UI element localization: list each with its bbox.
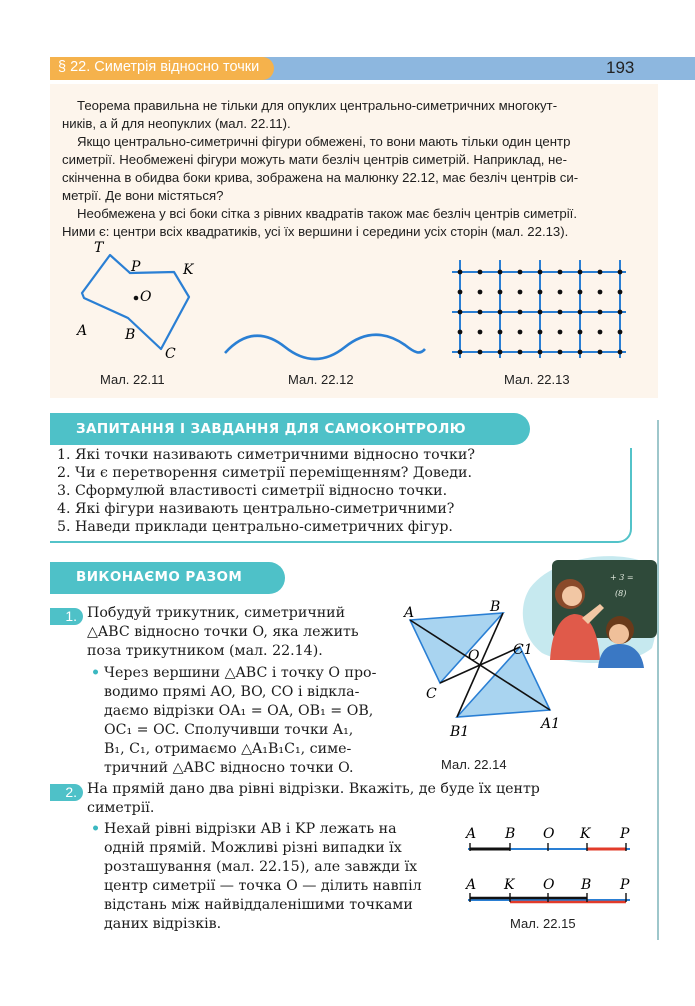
symmetry-center-dot bbox=[618, 270, 623, 275]
symmetry-center-dot bbox=[598, 270, 603, 275]
task-1-line-3: поза трикутником (мал. 22.14). bbox=[87, 643, 323, 659]
caption-22-12: Мал. 22.12 bbox=[288, 372, 354, 387]
label-B: B bbox=[125, 327, 136, 343]
task-2-number: 2. bbox=[50, 784, 83, 801]
intro-line-6: метрії. Де вони містяться? bbox=[62, 188, 224, 203]
symmetry-center-dot bbox=[498, 330, 503, 335]
task-1-solution-5: B₁, C₁, отримаємо △A₁B₁C₁, симе- bbox=[104, 741, 352, 757]
caption-22-11: Мал. 22.11 bbox=[100, 372, 165, 387]
caption-22-15: Мал. 22.15 bbox=[510, 916, 576, 931]
symmetry-center-dot bbox=[458, 350, 463, 355]
symmetry-center-dot bbox=[518, 310, 523, 315]
symmetry-center-dot bbox=[498, 290, 503, 295]
question-3: 3. Сформулюй властивості симетрії відносно точки. bbox=[57, 483, 448, 499]
question-1: 1. Які точки називають симетричними відносно точки? bbox=[57, 447, 475, 463]
task-1-solution-2: водимо прямі AO, BO, CO і відкла- bbox=[104, 684, 360, 700]
figure-22-14 bbox=[398, 598, 568, 748]
symmetry-center-dot bbox=[618, 350, 623, 355]
intro-line-2: ників, а й для неопуклих (мал. 22.11). bbox=[62, 116, 291, 131]
task-1-bullet: • bbox=[91, 665, 101, 681]
symmetry-center-dot bbox=[518, 270, 523, 275]
task-1-solution-1: Через вершини △ABC і точку O про- bbox=[104, 665, 377, 681]
symmetry-center-dot bbox=[538, 350, 543, 355]
symmetry-center-dot bbox=[578, 330, 583, 335]
fig15-r1-K: K bbox=[580, 826, 591, 842]
fig15-r2-O: O bbox=[543, 877, 555, 893]
symmetry-center-dot bbox=[558, 270, 563, 275]
figure-22-11 bbox=[70, 238, 210, 363]
symmetry-center-dot bbox=[498, 310, 503, 315]
question-4: 4. Які фігури називають центрально-симетричними? bbox=[57, 501, 455, 517]
symmetry-center-dot bbox=[458, 290, 463, 295]
symmetry-center-dot bbox=[458, 270, 463, 275]
task-2-solution-1: Нехай рівні відрізки AB і KP лежать на bbox=[104, 821, 397, 837]
symmetry-center-dot bbox=[478, 350, 483, 355]
caption-22-14: Мал. 22.14 bbox=[441, 757, 507, 772]
symmetry-center-dot bbox=[538, 290, 543, 295]
task-2-bullet: • bbox=[91, 821, 101, 837]
task-2-solution-3: розташування (мал. 22.15), але завжди їх bbox=[104, 859, 418, 875]
task-1-solution-4: OC₁ = OC. Сполучивши точки A₁, bbox=[104, 722, 354, 738]
symmetry-center-dot bbox=[498, 350, 503, 355]
figure-22-13 bbox=[450, 258, 630, 363]
figure-22-15 bbox=[462, 822, 637, 912]
section-title: § 22. Симетрія відносно точки bbox=[58, 59, 260, 75]
fig15-r1-B: B bbox=[505, 826, 516, 842]
fig14-label-A1: A1 bbox=[541, 716, 561, 732]
symmetry-center-dot bbox=[478, 330, 483, 335]
symmetry-center-dot bbox=[518, 290, 523, 295]
symmetry-center-dot bbox=[458, 330, 463, 335]
symmetry-center-dot bbox=[458, 310, 463, 315]
label-A: A bbox=[77, 323, 88, 339]
question-2: 2. Чи є перетворення симетрії переміщенням? Доведи. bbox=[57, 465, 473, 481]
label-K: K bbox=[183, 262, 194, 278]
intro-line-5: скінченна в обидва боки крива, зображена на малюнку 22.12, має безліч центрів си- bbox=[62, 170, 579, 185]
intro-line-1: Теорема правильна не тільки для опуклих центрально-симетричних многокут- bbox=[77, 98, 558, 113]
intro-line-3: Якщо центрально-симетричні фігури обмежені, то вони мають тільки один центр bbox=[77, 134, 571, 149]
task-2-line-1: На прямій дано два рівні відрізки. Вкажіть, де буде їх центр bbox=[87, 781, 540, 797]
symmetry-center-dot bbox=[538, 310, 543, 315]
svg-text:(8): (8) bbox=[615, 589, 627, 598]
page-number: 193 bbox=[606, 58, 635, 77]
symmetry-center-dot bbox=[598, 290, 603, 295]
figure-22-12 bbox=[220, 325, 430, 370]
task-2-solution-6: даних відрізків. bbox=[104, 916, 222, 932]
intro-line-7: Необмежена у всі боки сітка з рівних квадратів також має безліч центрів симетрії. bbox=[77, 206, 577, 221]
intro-line-8: Ними є: центри всіх квадратиків, усі їх вершини і середини усіх сторін (мал. 22.13). bbox=[62, 224, 569, 239]
svg-text:+ 3 =: + 3 = bbox=[610, 573, 634, 582]
task-1-line-1: Побудуй трикутник, симетричний bbox=[87, 605, 346, 621]
symmetry-center-dot bbox=[578, 310, 583, 315]
task-1-solution-3: даємо відрізки OA₁ = OA, OB₁ = OB, bbox=[104, 703, 374, 719]
together-title: ВИКОНАЄМО РАЗОМ bbox=[76, 569, 243, 585]
symmetry-center-dot bbox=[478, 290, 483, 295]
task-2-solution-5: відстань між найвіддаленішими точками bbox=[104, 897, 413, 913]
task-2-solution-4: центр симетрії — точка O — ділить навпіл bbox=[104, 878, 422, 894]
symmetry-center-dot bbox=[518, 350, 523, 355]
symmetry-center-dot bbox=[598, 350, 603, 355]
label-C: C bbox=[165, 346, 176, 362]
symmetry-center-dot bbox=[478, 310, 483, 315]
task-1-line-2: △ABC відносно точки O, яка лежить bbox=[87, 624, 359, 640]
symmetry-center-dot bbox=[558, 330, 563, 335]
symmetry-center-dot bbox=[558, 290, 563, 295]
margin-line bbox=[657, 420, 659, 940]
symmetry-center-dot bbox=[558, 350, 563, 355]
fig15-r2-K: K bbox=[504, 877, 515, 893]
symmetry-center-dot bbox=[618, 310, 623, 315]
fig15-r1-P: P bbox=[620, 826, 630, 842]
symmetry-center-dot bbox=[598, 310, 603, 315]
fig14-label-B: B bbox=[490, 599, 501, 615]
fig14-label-B1: B1 bbox=[450, 724, 470, 740]
task-1-solution-6: тричний △ABC відносно точки O. bbox=[104, 760, 354, 776]
label-T: T bbox=[94, 240, 104, 256]
symmetry-center-dot bbox=[498, 270, 503, 275]
label-P: P bbox=[131, 259, 141, 275]
intro-line-4: симетрії. Необмежені фігури можуть мати безліч центрів симетрій. Наприклад, не- bbox=[62, 152, 568, 167]
fig15-r2-P: P bbox=[620, 877, 630, 893]
symmetry-center-dot bbox=[578, 270, 583, 275]
fig14-label-C: C bbox=[426, 686, 437, 702]
symmetry-center-dot bbox=[558, 310, 563, 315]
task-2-line-2: симетрії. bbox=[87, 800, 155, 816]
symmetry-center-dot bbox=[518, 330, 523, 335]
symmetry-center-dot bbox=[618, 330, 623, 335]
label-O: O bbox=[140, 289, 152, 305]
symmetry-center-dot bbox=[578, 350, 583, 355]
fig14-label-O: O bbox=[468, 648, 480, 664]
task-2-solution-2: одній прямій. Можливі різні випадки їх bbox=[104, 840, 402, 856]
symmetry-center-dot bbox=[538, 330, 543, 335]
fig15-r2-A: A bbox=[466, 877, 477, 893]
question-5: 5. Наведи приклади центрально-симетричних фігур. bbox=[57, 519, 453, 535]
fig15-r1-O: O bbox=[543, 826, 555, 842]
task-1-number: 1. bbox=[50, 608, 83, 625]
symmetry-center-dot bbox=[538, 270, 543, 275]
symmetry-center-dot bbox=[578, 290, 583, 295]
symmetry-center-dot bbox=[618, 290, 623, 295]
fig14-label-A: A bbox=[404, 605, 415, 621]
fig14-label-C1: C1 bbox=[513, 642, 533, 658]
fig15-r1-A: A bbox=[466, 826, 477, 842]
symmetry-center-dot bbox=[478, 270, 483, 275]
self-control-title: ЗАПИТАННЯ І ЗАВДАННЯ ДЛЯ САМОКОНТРОЛЮ bbox=[76, 421, 467, 437]
symmetry-center-dot bbox=[598, 330, 603, 335]
fig15-r2-B: B bbox=[581, 877, 592, 893]
caption-22-13: Мал. 22.13 bbox=[504, 372, 570, 387]
